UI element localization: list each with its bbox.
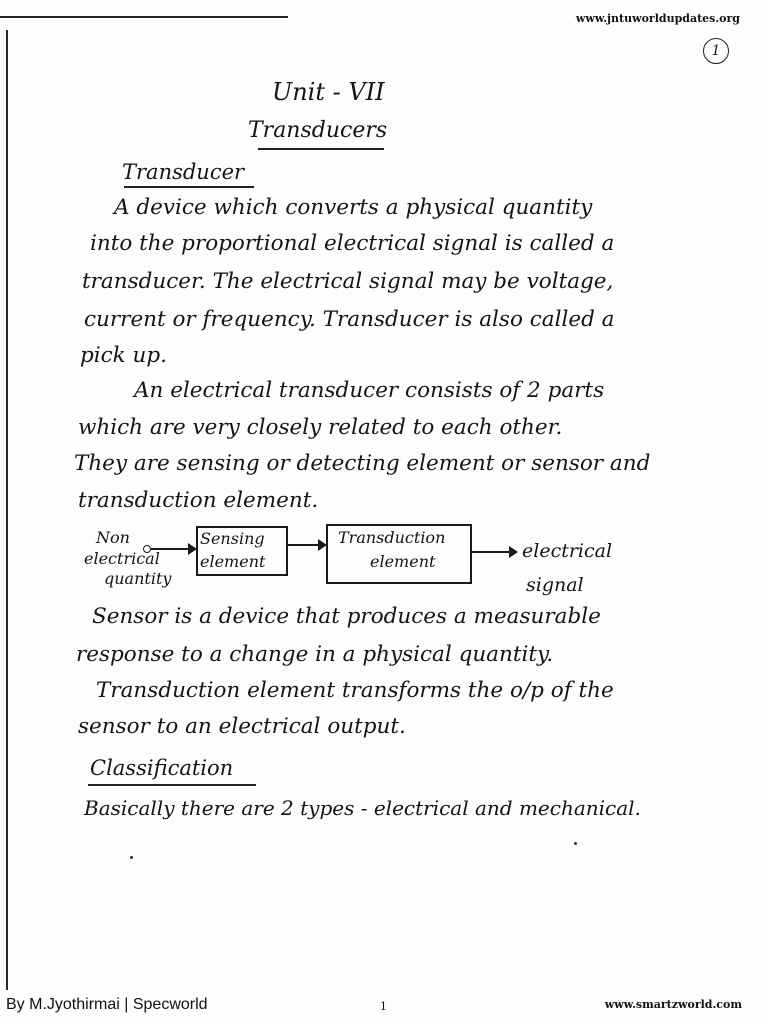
ink-dot [130,856,133,859]
output-arrow [470,551,516,553]
subject-title: Transducers [248,118,388,143]
sensor-line: Sensor is a device that produces a measurable [92,604,601,629]
parts-line: transduction element. [78,488,319,513]
footer-url: www.smartzworld.com [604,998,742,1011]
input-label: electrical [84,549,160,568]
footer-author: By M.Jyothirmai | Specworld [6,996,208,1013]
transduction-element-label: Transduction [338,528,446,547]
top-rule [0,16,288,18]
output-label: electrical [522,540,613,562]
sensor-line: sensor to an electrical output. [78,714,406,739]
page-marker: 1 [703,38,729,64]
definition-line: pick up. [80,343,167,368]
parts-line: which are very closely related to each other. [78,415,563,440]
left-margin-rule [6,30,8,990]
sensing-element-label: element [200,552,266,571]
input-label: Non [96,528,130,547]
definition-line: into the proportional electrical signal is called a [90,231,615,256]
transducer-heading-underline [124,186,254,188]
sensor-line: response to a change in a physical quantity. [76,642,554,667]
sensing-element-label: Sensing [200,529,265,548]
ink-dot [574,842,577,845]
transduction-element-label: element [370,552,436,571]
input-label: quantity [104,569,172,588]
header-url: www.jntuworldupdates.org [575,12,740,25]
input-arrow [151,548,195,550]
classification-heading-underline [88,784,256,786]
unit-title: Unit - VII [272,78,385,106]
definition-line: current or frequency. Transducer is also called a [84,307,615,332]
middle-arrow [287,544,325,546]
parts-line: They are sensing or detecting element or sensor and [74,451,651,476]
definition-line: transducer. The electrical signal may be voltage, [82,269,614,294]
definition-line: A device which converts a physical quantity [114,195,593,220]
sensor-line: Transduction element transforms the o/p of the [96,678,614,703]
classification-heading: Classification [90,756,234,780]
transducer-heading: Transducer [122,160,245,184]
parts-line: An electrical transducer consists of 2 parts [134,378,605,403]
classification-line: Basically there are 2 types - electrical and mechanical. [84,796,641,820]
output-label: signal [526,574,584,596]
input-node [143,545,151,553]
subject-title-underline [258,148,384,150]
footer-page-number: 1 [380,1000,387,1013]
